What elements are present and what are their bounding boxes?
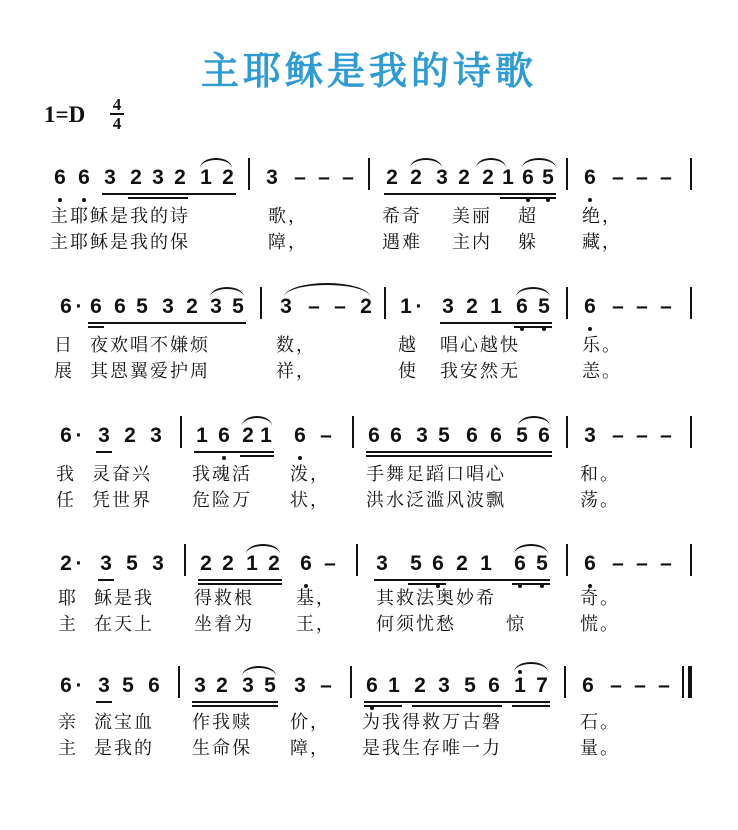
lyric-segment: 乐。	[582, 335, 622, 356]
lyric-segment: 使	[398, 361, 418, 382]
lyric-segment: 是我的	[94, 738, 154, 759]
lyric-segment: 王，	[296, 614, 336, 635]
lyric-segment: 主	[58, 614, 78, 635]
lyric-segment: 奇。	[580, 588, 620, 609]
music-system-2: 6 · 6 6 5 3 2 3 5 3 – – 2 1 · 3 2 1 6 5 6 – – – 日 夜欢唱不嫌烦 数， 越 唱心越快 乐。 展 其恩翼爱护周 祥， 使 我安然无 恙。	[0, 285, 738, 410]
lyric-segment: 和。	[580, 464, 620, 485]
lyric-segment: 惊	[506, 614, 526, 635]
lyric-segment: 躲	[518, 232, 538, 253]
lyric-segment: 其恩翼爱护周	[90, 361, 210, 382]
lyric-segment: 泼，	[290, 464, 330, 485]
lyric-segment: 主耶稣是我的诗	[50, 206, 190, 227]
key-signature: 1=D	[44, 102, 86, 127]
lyric-segment: 绝，	[582, 206, 622, 227]
lyric-segment: 耶	[58, 588, 78, 609]
lyric-segment: 手舞足蹈口唱心	[366, 464, 506, 485]
lyric-segment: 生命保	[192, 738, 252, 759]
lyric-segment: 希奇	[382, 206, 422, 227]
lyric-segment: 灵奋兴	[92, 464, 152, 485]
lyric-segment: 凭世界	[92, 490, 152, 511]
time-signature	[110, 96, 124, 132]
lyric-segment: 荡。	[580, 490, 620, 511]
lyric-segment: 基，	[296, 588, 336, 609]
music-system-1: 6 6 3 2 3 2 1 2 3 – – – 2 2 3 2 2 1 6 5 6 – – – 主耶稣是我的诗 歌， 希奇 美丽 超 绝， 主耶稣是我的保 障， 遇难 主内 躲 藏，	[0, 156, 738, 281]
lyric-segment: 任	[56, 490, 76, 511]
lyric-segment: 主耶稣是我的保	[50, 232, 190, 253]
lyric-segment: 价，	[290, 712, 330, 733]
music-system-5: 6 · 3 5 6 3 2 3 5 3 – 6 1 2 3 5 6 1 7 6 – – – 亲 流宝血 作我赎 价， 为我得救万古磐 石。 主 是我的 生命保 障， 是我生存唯一力 量。	[0, 664, 738, 789]
lyric-segment: 稣是我	[94, 588, 154, 609]
lyric-segment: 越	[398, 335, 418, 356]
lyric-segment: 慌。	[580, 614, 620, 635]
lyric-segment: 我魂活	[192, 464, 252, 485]
lyric-segment: 主	[58, 738, 78, 759]
time-signature-top: 4	[110, 96, 124, 115]
lyric-segment: 是我生存唯一力	[362, 738, 502, 759]
lyric-segment: 日	[54, 335, 74, 356]
lyric-segment: 美丽	[452, 206, 492, 227]
lyric-segment: 作我赎	[192, 712, 252, 733]
lyric-segment: 展	[54, 361, 74, 382]
lyric-segment: 坐着为	[194, 614, 254, 635]
lyric-segment: 遇难	[382, 232, 422, 253]
lyric-segment: 石。	[580, 712, 620, 733]
lyric-segment: 亲	[58, 712, 78, 733]
lyric-segment: 障，	[290, 738, 330, 759]
lyric-segment: 状，	[290, 490, 330, 511]
lyric-segment: 主内	[452, 232, 492, 253]
lyric-segment: 夜欢唱不嫌烦	[90, 335, 210, 356]
lyric-segment: 在天上	[94, 614, 154, 635]
song-title: 主耶稣是我的诗歌	[200, 49, 537, 93]
lyric-segment: 危险万	[192, 490, 252, 511]
lyric-segment: 得救根	[194, 588, 254, 609]
lyric-segment: 唱心越快	[440, 335, 520, 356]
time-signature-bottom: 4	[112, 114, 122, 133]
lyric-segment: 歌，	[268, 206, 308, 227]
lyric-segment: 数，	[276, 335, 316, 356]
lyric-segment: 恙。	[582, 361, 622, 382]
lyric-segment: 洪水泛滥风波飘	[366, 490, 506, 511]
music-system-3: 6 · 3 2 3 1 6 2 1 6 – 6 6 3 5 6 6 5 6 3 – – – 我 灵奋兴 我魂活 泼， 手舞足蹈口唱心 和。 任 凭世界 危险万 状， 洪水泛滥风波飘 荡。	[0, 414, 738, 539]
lyric-segment: 障，	[268, 232, 308, 253]
lyric-segment: 我安然无	[440, 361, 520, 382]
lyric-segment: 我	[56, 464, 76, 485]
music-system-4: 2 · 3 5 3 2 2 1 2 6 – 3 5 6 2 1 6 5 6 – – – 耶 稣是我 得救根 基， 其救法奥妙希 奇。 主 在天上 坐着为 王， 何须忧愁 惊 慌。	[0, 542, 738, 667]
lyric-segment: 量。	[580, 738, 620, 759]
lyric-segment: 藏，	[582, 232, 622, 253]
lyric-segment: 祥，	[276, 361, 316, 382]
lyric-segment: 流宝血	[94, 712, 154, 733]
lyric-segment: 何须忧愁	[376, 614, 456, 635]
lyric-segment: 其救法奥妙希	[376, 588, 496, 609]
lyric-segment: 超	[518, 206, 538, 227]
lyric-segment: 为我得救万古磐	[362, 712, 502, 733]
